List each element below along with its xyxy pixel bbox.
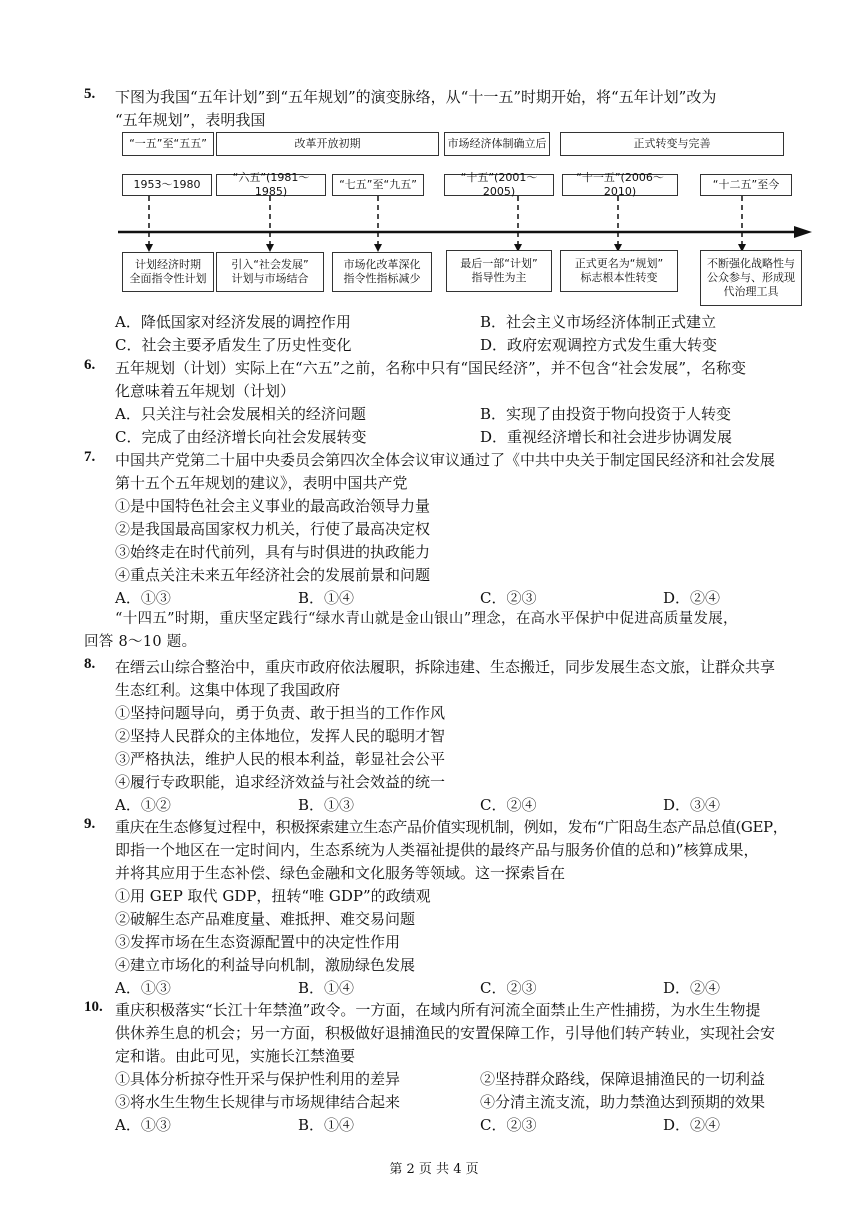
note-line: 计划与市场结合 (231, 272, 309, 285)
question-text: 定和谐。由此可见，实施长江禁渔要 (115, 1047, 356, 1065)
option-c[interactable]: C．完成了由经济增长向社会发展转变 (115, 428, 367, 446)
note-line: 正式更名为“规划” (574, 257, 664, 270)
question-text: 中国共产党第二十届中央委员会第四次全体会议审议通过了《中共中央关于制定国民经济和社会发展 (115, 451, 776, 469)
note-line: 标志根本性转变 (580, 271, 658, 284)
option-d[interactable]: D．②④ (663, 979, 721, 997)
statement: ①具体分析掠夺性开采与保护性利用的差异 (115, 1070, 401, 1088)
statement: ①用 GEP 取代 GDP，扭转“唯 GDP”的政绩观 (115, 887, 431, 905)
statement: ③严格执法，维护人民的根本利益，彰显社会公平 (115, 750, 446, 768)
option-b[interactable]: B．①④ (298, 979, 355, 997)
option-b[interactable]: B．①④ (298, 1116, 355, 1134)
intro-line: “十四五”时期，重庆坚定践行“绿水青山就是金山银山”理念，在高水平保护中促进高质量发展， (115, 611, 738, 627)
option-c[interactable]: C．②③ (480, 1116, 537, 1134)
period-label: 正式转变与完善 (560, 132, 784, 156)
question-text: 重庆在生态修复过程中，积极探索建立生态产品价值实现机制，例如，发布“广阳岛生态产品总值(GEP， (115, 818, 788, 836)
statement: ②坚持人民群众的主体地位，发挥人民的聪明才智 (115, 727, 446, 745)
option-a[interactable]: A．①③ (115, 979, 171, 997)
statement: ③将水生生物生长规律与市场规律结合起来 (115, 1093, 401, 1111)
question-text: 生态红利。这集中体现了我国政府 (115, 681, 341, 699)
question-text: “五年规划”，表明我国 (115, 111, 266, 129)
statement: ③始终走在时代前列，具有与时俱进的执政能力 (115, 543, 431, 561)
stage-note (446, 250, 552, 292)
note-line: 不断强化战略性与 (707, 257, 795, 270)
statement: ④建立市场化的利益导向机制，激励绿色发展 (115, 956, 416, 974)
option-d[interactable]: D．重视经济增长和社会进步协调发展 (480, 428, 733, 446)
statement: ②破解生态产品难度量、难抵押、难交易问题 (115, 910, 416, 928)
question-text: 并将其应用于生态补偿、绿色金融和文化服务等领域。这一探索旨在 (115, 864, 566, 882)
option-d[interactable]: D．政府宏观调控方式发生重大转变 (480, 336, 718, 354)
statement: ①坚持问题导向，勇于负责、敢于担当的工作作风 (115, 704, 446, 722)
question-number: 9. (84, 816, 96, 832)
note-line: 全面指令性计划 (129, 272, 207, 285)
question-text: 下图为我国“五年计划”到“五年规划”的演变脉络，从“十一五”时期开始，将“五年计划”改为 (115, 88, 717, 106)
stage-label: “六五”(1981～1985) (216, 174, 326, 196)
question-number: 6. (84, 357, 96, 373)
question-number: 10. (84, 999, 103, 1015)
intro-line: 回答 8～10 题。 (84, 634, 197, 650)
option-d[interactable]: D．②④ (663, 589, 721, 607)
option-a[interactable]: A．降低国家对经济发展的调控作用 (115, 313, 351, 331)
note-line: 计划经济时期 (135, 258, 201, 271)
note-line: 最后一部“计划” (460, 257, 538, 270)
question-10 (84, 999, 784, 1137)
question-number: 8. (84, 656, 96, 672)
question-text: 重庆积极落实“长江十年禁渔”政令。一方面，在域内所有河流全面禁止生产性捕捞，为水生生物提 (115, 1001, 761, 1019)
question-text: 即指一个地区在一定时间内，生态系统为人类福祉提供的最终产品与服务价值的总和)”核算成果， (115, 841, 759, 859)
note-line: 指令性指标减少 (343, 272, 421, 285)
option-a[interactable]: A．①③ (115, 589, 171, 607)
note-line: 引入“社会发展” (231, 258, 309, 271)
question-number: 5. (84, 86, 96, 102)
question-8 (84, 656, 784, 817)
option-b[interactable]: B．实现了由投资于物向投资于人转变 (480, 405, 732, 423)
question-5-options (84, 311, 784, 357)
statement: ④分清主流支流，助力禁渔达到预期的效果 (480, 1093, 766, 1111)
statement: ④重点关注未来五年经济社会的发展前景和问题 (115, 566, 431, 584)
option-c[interactable]: C．②③ (480, 979, 537, 997)
question-text: 第十五个五年规划的建议》，表明中国共产党 (115, 474, 408, 492)
stage-note (122, 252, 214, 292)
stage-note (332, 252, 432, 292)
option-d[interactable]: D．③④ (663, 796, 721, 814)
option-c[interactable]: C．社会主要矛盾发生了历史性变化 (115, 336, 352, 354)
option-d[interactable]: D．②④ (663, 1116, 721, 1134)
statement: ④履行专政职能，追求经济效益与社会效益的统一 (115, 773, 446, 791)
stage-label: “七五”至“九五” (332, 174, 424, 196)
statement: ②坚持群众路线，保障退捕渔民的一切利益 (480, 1070, 766, 1088)
stage-label: “十一五”(2006～2010) (562, 174, 678, 196)
question-number: 7. (84, 449, 96, 465)
question-6 (84, 357, 784, 449)
stage-note (700, 250, 802, 306)
period-label: “一五”至“五五” (122, 132, 214, 156)
statement: ②是我国最高国家权力机关，行使了最高决定权 (115, 520, 431, 538)
question-text: 化意味着五年规划（计划） (115, 382, 296, 400)
stage-note (560, 250, 678, 292)
question-9 (84, 816, 788, 1000)
note-line: 公众参与、形成现 (707, 271, 795, 284)
option-c[interactable]: C．②④ (480, 796, 537, 814)
stage-label: “十五”(2001～2005) (444, 174, 554, 196)
note-line: 代治理工具 (723, 285, 779, 298)
period-label: 改革开放初期 (216, 132, 439, 156)
passage-intro (84, 608, 738, 654)
timeline-diagram (118, 126, 818, 311)
option-c[interactable]: C．②③ (480, 589, 537, 607)
note-line: 指导性为主 (471, 271, 527, 284)
option-b[interactable]: B．①④ (298, 589, 355, 607)
statement: ③发挥市场在生态资源配置中的决定性作用 (115, 933, 401, 951)
option-a[interactable]: A．只关注与社会发展相关的经济问题 (115, 405, 366, 423)
option-a[interactable]: A．①③ (115, 1116, 171, 1134)
option-b[interactable]: B．社会主义市场经济体制正式建立 (480, 313, 717, 331)
question-7 (84, 449, 784, 610)
stage-label: 1953～1980 (122, 174, 212, 196)
page-footer: 第 2 页 共 4 页 (389, 1162, 479, 1177)
stage-label: “十二五”至今 (700, 174, 792, 196)
question-text: 在缙云山综合整治中，重庆市政府依法履职，拆除违建、生态搬迁，同步发展生态文旅，让群众共享 (115, 658, 776, 676)
option-a[interactable]: A．①② (115, 796, 171, 814)
stage-note (216, 252, 324, 292)
period-label: 市场经济体制确立后 (444, 132, 550, 156)
question-text: 五年规划（计划）实际上在“六五”之前，名称中只有“国民经济”，并不包含“社会发展”，名称变 (115, 359, 747, 377)
statement: ①是中国特色社会主义事业的最高政治领导力量 (115, 497, 431, 515)
note-line: 市场化改革深化 (343, 258, 421, 271)
option-b[interactable]: B．①③ (298, 796, 355, 814)
question-text: 供休养生息的机会；另一方面，积极做好退捕渔民的安置保障工作，引导他们转产转业，实现社会安 (115, 1024, 776, 1042)
